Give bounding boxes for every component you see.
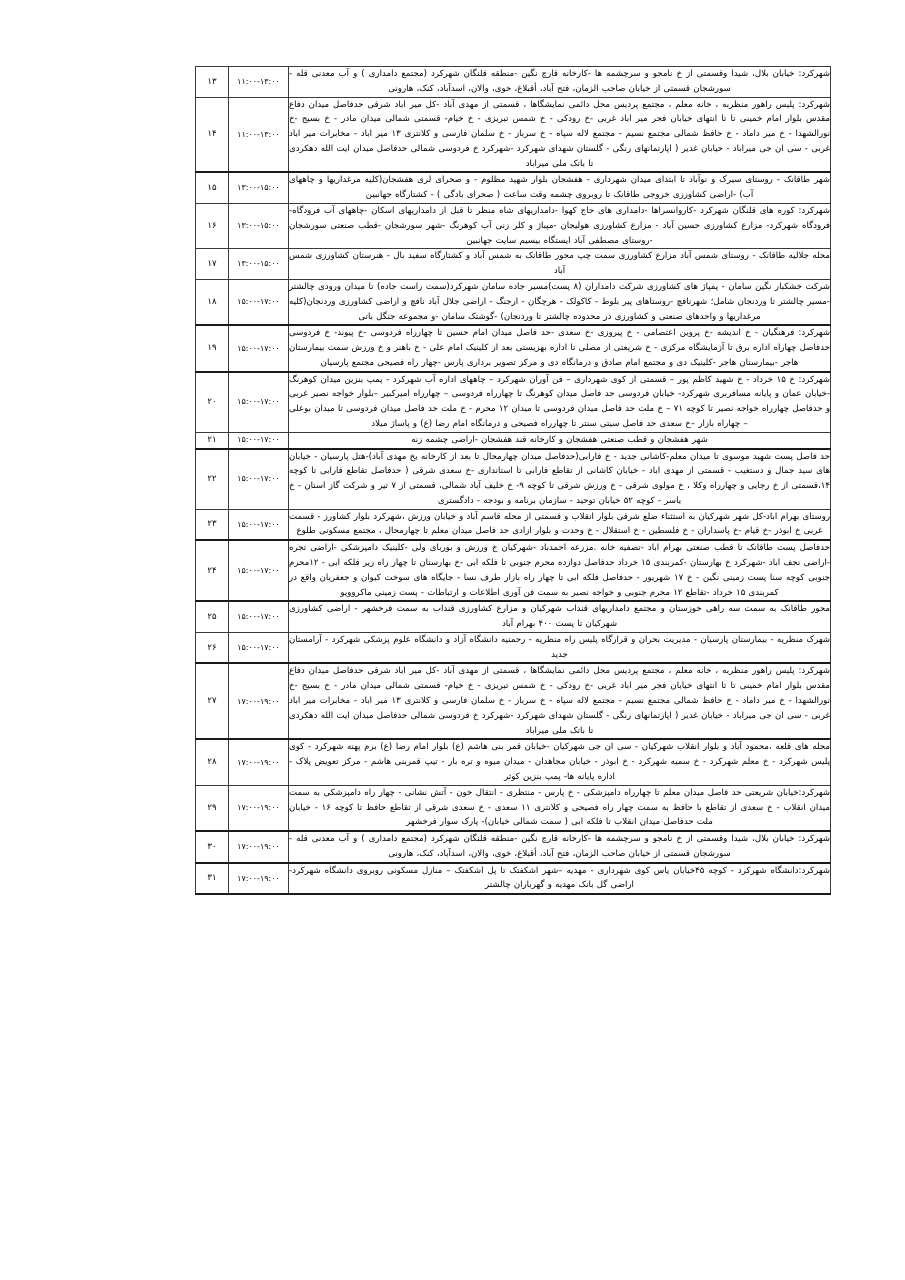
row-number: ۱۹: [196, 325, 229, 371]
outage-time-range: ۱۵:۰۰-۱۷:۰۰: [229, 372, 289, 433]
table-row: [196, 739, 831, 785]
row-number: ۲۶: [196, 632, 229, 663]
outage-area-description: محور طاقانک به سمت سه راهی خوزستان و مجتمع دامداریهای قنداب شهرکیان و مزارع کشاورزی قنداب به سمت فرخشهر - اراضی کشاورزی شهرکیان تا پست ۴۰۰ بهرام آباد: [289, 601, 831, 632]
outage-schedule-table-wrapper: [196, 66, 831, 895]
row-number: ۱۵: [196, 172, 229, 203]
table-row: [196, 97, 831, 172]
table-row: [196, 325, 831, 371]
outage-area-description: شهرکرد: فرهنگیان - خ اندیشه -خ پروین اعتصامی - خ پیروزی -خ سعدی -حد فاصل میدان امام حسین تا چهارراه فردوسی -خ پیوند- خ فردوسی حدفاصل چهاراه اداره برق تا آزمایشگاه مرکزی - خ شریعتی از مصلی تا اداره بهزیستی بعد از کلینیک امام علی - خ باهنر و خ ورزش سمت بیمارستان هاجر -بیمارستان هاجر -کلینیک دی و مجتمع امام صادق و درمانگاه دی و مرکز تصویر برداری پارس -چهار راه فصیحی مجتمع پارسیان: [289, 325, 831, 371]
outage-area-description: حد فاصل پست شهید موسوی تا میدان معلم-کاشانی جدید - خ فارابی(حدفاصل میدان چهارمحال تا بعد از کارخانه یخ مهدی آباد)-هتل پارسیان - خیابان های سید جمال و دستغیب - قسمتی از مهدی اباد - خیابان کاشانی از تقاطع فارابی تا استانداری -خ سعدی شرقی ( حدفاصل تقاطع فارابی تا کوچه ۱۴،قسمتی از خ رجایی و چهارراه وکلا ، خ مولوی شرقی - خ ورزش شرقی تا کوچه ۹- خ خلیف آباد شمالی، قسمتی از ۷ تیر و شرکت گاز استان - خ یاسر - کوچه ۵۲ خیابان توحید - سازمان برنامه و بودجه - دادگستری: [289, 449, 831, 510]
row-number: ۳۱: [196, 863, 229, 895]
row-number: ۲۴: [196, 540, 229, 601]
outage-schedule-table: [195, 66, 831, 895]
outage-time-range: ۱۷:۰۰-۱۹:۰۰: [229, 785, 289, 831]
table-row: [196, 831, 831, 863]
outage-area-description: شهرکرد: خیابان بلال، شیدا وقسمتی از خ نامجو و سرچشمه ها -کارخانه قارچ نگین -منطقه قلنگان شهرکرد (مجتمع دامداری ) و آب معدنی قله - سورشجان قسمتی از خیابان صاحب الزمان، فتح آباد، أقبلاغ، خوی، والان، اسدآباد، کنک، هارونی: [289, 67, 831, 98]
outage-area-description: شهر هفشجان و قطب صنعتی هفشجان و کارخانه قند هفشجان -اراضی چشمه زنه: [289, 432, 831, 448]
outage-area-description: شهرک منظریه - بیمارستان پارسیان - مدیریت بحران و قرارگاه پلیس راه منظریه - رحمتیه دانشگاه آزاد و دانشگاه علوم پزشکی شهرکرد - آرامستان جدید: [289, 632, 831, 663]
table-row: [196, 67, 831, 98]
row-number: ۲۵: [196, 601, 229, 632]
outage-time-range: ۱۵:۰۰-۱۷:۰۰: [229, 279, 289, 325]
outage-area-description: شهرکرد:دانشگاه شهرکرد - کوچه ۴۵خیابان یاس کوی شهرداری - مهدیه –شهر اشکفتک تا پل اشکفتک – منازل مسکونی روبروی دانشگاه شهرکرد-اراضی گل بانک مهدیه و گهرباران چالشتر: [289, 863, 831, 895]
row-number: ۱۳: [196, 67, 229, 98]
outage-time-range: ۱۷:۰۰-۱۹:۰۰: [229, 663, 289, 739]
outage-time-range: ۱۳:۰۰-۱۵:۰۰: [229, 249, 289, 280]
table-row: [196, 432, 831, 448]
outage-area-description: شهرکرد: خ ۱۵ خرداد - خ شهید کاظم پور – قسمتی از کوی شهرداری – فن آوران شهرکرد – چاههای اداره آب شهرکرد - پمپ بنزین میدان کوهرنگ -خیابان عمان و پایانه مسافربری شهرکرد- خیابان فردوسی حد فاصل میدان کوهرنگ تا چهارراه فردوسی – چهارراه امیرکبیر –بلوار خواجه نصیر غربی و حدفاصل چهارراه خواجه نصیر تا کوچه ۷۱ – خ ملت حد فاصل میدان فردوسی تا میدان ۱۲ محرم - خ ملت حد فاصل میدان فردوسی تا میدان بوعلی – چهاراه بازار –خ سعدی حد فاصل سیتی سنتر تا چهارراه فصیحی و درمانگاه امام رضا (ع) و پاساژ میلاد: [289, 372, 831, 433]
row-number: ۱۶: [196, 204, 229, 249]
outage-time-range: ۱۱:۰۰-۱۳:۰۰: [229, 97, 289, 172]
outage-time-range: ۱۵:۰۰-۱۷:۰۰: [229, 432, 289, 448]
table-row: [196, 204, 831, 249]
outage-area-description: حدفاصل پست طاقانک تا قطب صنعتی بهرام اباد -تصفیه خانه .مزرعه احمدباد -شهرکیان خ ورزش و بوربای ولی -کلینیک دامپزشکی -اراضی تجره -اراضی نجف اباد -شهرکرد خ بهارستان -کمربندی ۱۵ خرداد حدفاصل دوازده محرم جنوبی تا فلکه ابی -خ بهارستان تا چهار راه زیر فلکه ابی - ۱۲محرم جنوبی کوچه سنا پست زمینی نگین - خ ۱۷ شهریور - حدفاصل فلکه ابی تا چهار راه بازار طرف نسا - جایگاه های سوخت کیوان و جعفریان واقع در کمربندی ۱۵ خرداد -تقاطع ۱۲ محرم جنوبی و خواجه نصیر به سمت فن آوری اطلاعات و ارتباطات - پست زمینی ماکروویو: [289, 540, 831, 601]
table-row: [196, 449, 831, 510]
outage-time-range: ۱۵:۰۰-۱۷:۰۰: [229, 601, 289, 632]
outage-time-range: ۱۵:۰۰-۱۷:۰۰: [229, 509, 289, 540]
table-body: [196, 67, 831, 895]
row-number: ۲۸: [196, 739, 229, 785]
outage-time-range: ۱۷:۰۰-۱۹:۰۰: [229, 863, 289, 895]
outage-time-range: ۱۵:۰۰-۱۷:۰۰: [229, 449, 289, 510]
row-number: ۱۸: [196, 279, 229, 325]
table-row: [196, 663, 831, 739]
table-row: [196, 863, 831, 895]
table-row: [196, 632, 831, 663]
row-number: ۳۰: [196, 831, 229, 863]
outage-area-description: شهرکرد: کوره های قلنگان شهرکرد -کاروانسراها -دامداری های حاج کهوا -دامداریهای شاه منظر تا قبل از دامداریهای اسکان -چاههای آب فرودگاه-فرودگاه شهرکرد- مزارع کشاورزی حسین آباد - مزارع کشاورزی هولیجان -مپباژ و کلر زنی آب کوهرنگ -شهر سورشجان -قطب صنعتی سورشجان -روستای مصطفی آباد ایستگاه بیسیم سایت جهانبین: [289, 204, 831, 249]
outage-area-description: شهرکرد: پلیس راهور منظربه ، خانه معلم ، مجتمع پردیس محل دائمی نمایشگاها ، قسمتی از مهدی آباد -کل میر اباد شرقی حدفاصل میدان دفاع مقدس بلوار امام خمینی تا تا انتهای خیابان فجر میر اباد غربی -خ رودکی - خ شمس تبریزی - خ خیام- قسمتی شمالی میدان مادر - خ بسیج -خ نورالشهدا - خ میر داماد - خ حافظ شمالی مجتمع نسیم - مجتمع لاله سپاه - خ سرباز - خ سلمان فارسی و کلانتری ۱۳ میر اباد - مخابرات میر اباد غربی - سی ان جی میراباد - خیابان غدیر ( اپارتمانهای رنگی - گلستان شهدای شهرکرد -شهرکرد خ فردوسی شمالی حدفاصل میدان ایت الله دهکردی تا باتک ملی میراباد: [289, 663, 831, 739]
outage-time-range: ۱۵:۰۰-۱۷:۰۰: [229, 540, 289, 601]
outage-area-description: شهرکرد:خیابان شریعتی حد فاصل میدان معلم تا چهارراه دامپزشکی - خ پارس - منتظری - انتقال خون - آتش نشانی - چهار راه دامپزشکی به سمت میدان انقلاب - خ سعدی از تقاطع با حافظ به سمت چهار راه فصیحی و کلانتری ۱۱ سعدی - خ سعدی شرقی از تقاطع حافظ تا کوچه ۱۶ - خیابان ملت حدفاصل میدان انقلاب تا فلکه ابی ( سمت شمالی خیابان)- پارک سوار فرخشهر: [289, 785, 831, 831]
row-number: ۲۷: [196, 663, 229, 739]
outage-area-description: شهرکرد: پلیس راهور منظربه ، خانه معلم ، مجتمع پردیس محل دائمی نمایشگاها ، قسمتی از مهدی آباد -کل میر اباد شرقی حدفاصل میدان دفاع مقدس بلوار امام خمینی تا تا انتهای خیابان فجر میر اباد غربی -خ رودکی - خ شمس تبریزی - خ خیام- قسمتی شمالی میدان مادر - خ بسیج -خ نورالشهدا - خ میر داماد - خ حافظ شمالی مجتمع نسیم - مجتمع لاله سپاه - خ سرباز - خ سلمان فارسی و کلانتری ۱۳ میر اباد - مخابرات میر اباد غربی - سی ان جی میراباد - خیابان غدیر ( اپارتمانهای رنگی - گلستان شهدای شهرکرد -شهرکرد خ فردوسی شمالی حدفاصل میدان ایت الله دهکردی تا باتک ملی میراباد: [289, 97, 831, 172]
table-row: [196, 785, 831, 831]
table-row: [196, 249, 831, 280]
table-row: [196, 540, 831, 601]
row-number: ۲۳: [196, 509, 229, 540]
outage-time-range: ۱۳:۰۰-۱۵:۰۰: [229, 172, 289, 203]
outage-time-range: ۱۱:۰۰-۱۳:۰۰: [229, 67, 289, 98]
outage-time-range: ۱۷:۰۰-۱۹:۰۰: [229, 831, 289, 863]
table-row: [196, 372, 831, 433]
row-number: ۱۷: [196, 249, 229, 280]
outage-time-range: ۱۷:۰۰-۱۹:۰۰: [229, 739, 289, 785]
table-row: [196, 172, 831, 203]
outage-area-description: شهرکرد: خیابان بلال، شیدا وقسمتی از خ نامجو و سرچشمه ها -کارخانه قارچ نگین -منطقه قلنگان شهرکرد (مجتمع دامداری ) و آب معدنی قله - سورشجان قسمتی از خیابان صاحب الزمان، فتح آباد، أقبلاغ، خوی، والان، اسدآباد، کنک، هارونی: [289, 831, 831, 863]
outage-time-range: ۱۵:۰۰-۱۷:۰۰: [229, 325, 289, 371]
outage-time-range: ۱۳:۰۰-۱۵:۰۰: [229, 204, 289, 249]
outage-area-description: محله های قلعه ،محمود آباد و بلوار انقلاب شهرکیان - سی ان جی شهرکیان -خیابان قمر بنی هاشم (ع) بلوار امام رضا (ع) برم پهنه شهرکرد - کوی پلیس شهرکرد - خ معلم شهرکرد - خ سمیه شهرکرد - خ ابوذر - خیابان مجاهدان - میدان میوه و تره بار - تیپ قمربنی هاشم - مرکز تعویض پلاک - اداره پایانه ها- پمپ بنزین کوثر: [289, 739, 831, 785]
row-number: ۲۰: [196, 372, 229, 433]
outage-area-description: روستای بهرام اباد-کل شهر شهرکیان به استثناء ضلع شرقی بلوار انقلاب و قسمتی از محله قاسم آباد و خیابان ورزش ،شهرکرد بلوار کشاورز - قسمت غربی خ ابوذر -خ قیام -خ پاسداران - خ فلسطین - خ استقلال - خ وحدت و بلوار ازادی حد فاصل میدان معلم تا چهارمحال ، مجتمع مسکونی طلوع: [289, 509, 831, 540]
row-number: ۲۲: [196, 449, 229, 510]
table-row: [196, 601, 831, 632]
outage-area-description: شرکت خشکبار نگین سامان - پمپاژ های کشاورزی شرکت دامداران (۸ پست)مسیر جاده سامان شهرکرد(سمت راست جاده) تا میدان ورودی چالشتر -مسیر چالشتر تا وردنجان شامل؛ شهرنافچ -روستاهای پیر بلوط - کاکولک - هرچگان - ارجنگ - اراضی جلال آباد نافچ و اراضی کشاورزی وردنجان(کلیه مرغداریها و واحدهای صنعتی و کشاورزی در محدوده چالشتر تا وردنجان) -گوشتک سامان -و مجموعه جنگل باتی: [289, 279, 831, 325]
outage-time-range: ۱۵:۰۰-۱۷:۰۰: [229, 632, 289, 663]
outage-area-description: محله جلالیه طاقانک - روستای شمس آباد مزارع کشاورزی سمت چپ محور طاقانک به شمس آباد و کشتارگاه سفید بال - هنرستان کشاورزی شمس آباد: [289, 249, 831, 280]
row-number: ۲۹: [196, 785, 229, 831]
row-number: ۲۱: [196, 432, 229, 448]
table-row: [196, 509, 831, 540]
outage-area-description: شهر طاقانک - روستای سیرک و نوآباد تا ابتدای میدان شهرداری - هفشجان بلوار شهید مظلوم - و صحرای لری هفشجان(کلیه مرغداریها و چاههای آب) -اراضی کشاورزی خروجی طاقانک تا روبروی چشمه وقت ساعت ( صحرای بادگی ) - کشتارگاه جهانبین: [289, 172, 831, 203]
row-number: ۱۴: [196, 97, 229, 172]
table-row: [196, 279, 831, 325]
